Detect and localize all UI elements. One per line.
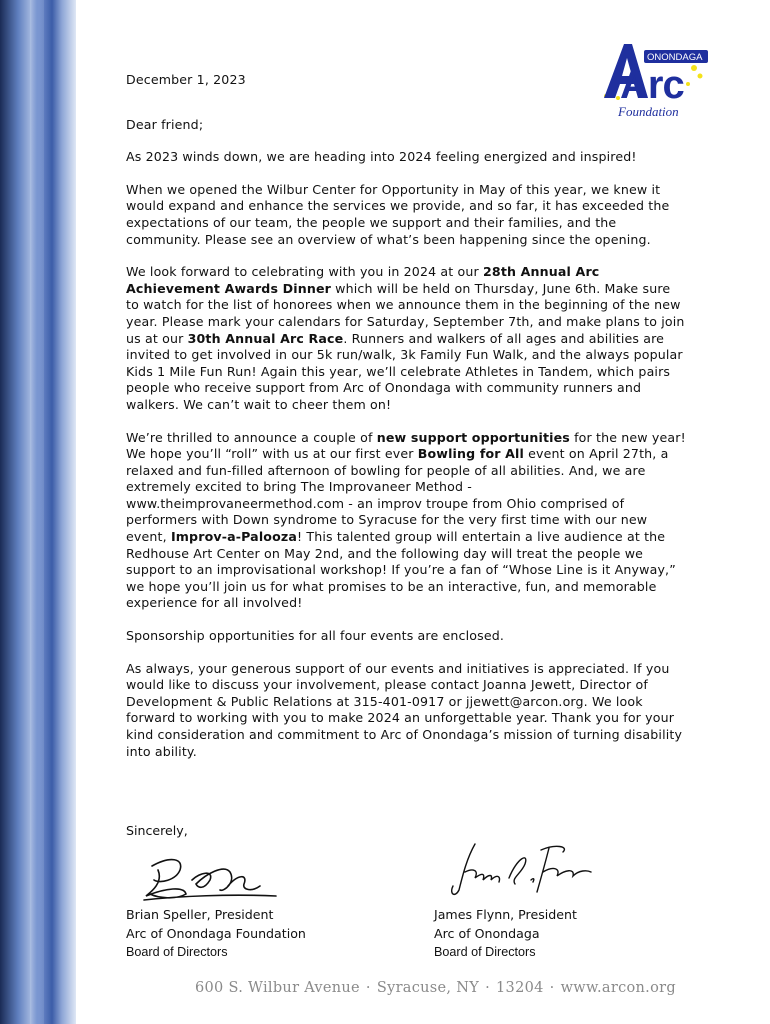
p4-text-c: for the new year! We hope you’ll “roll” with us at our first ever bbox=[126, 429, 686, 462]
signer-right-org: Arc of Onondaga bbox=[434, 926, 540, 941]
footer-separator: · bbox=[365, 980, 371, 996]
signer-left bbox=[126, 905, 306, 962]
p4-text-g: ! This talented group will entertain a live audience at the Redhouse Art Center on May 2nd, and the following day will treat the people we support to an improvisational workshop! If you’re a fan of “Whose Line is it Anyway,” we hope you’ll join us for what promises to be an interactive, fun, and memorable experience for all involved! bbox=[126, 529, 676, 611]
letter-date: December 1, 2023 bbox=[126, 72, 246, 87]
footer-street: 600 S. Wilbur Avenue bbox=[195, 980, 360, 996]
signer-right-name: James Flynn, President bbox=[434, 907, 577, 922]
paragraph-3 bbox=[126, 264, 686, 413]
signer-left-name: Brian Speller, President bbox=[126, 907, 274, 922]
salutation: Dear friend; bbox=[126, 116, 204, 132]
p4-text-e: event on April 27th, a relaxed and fun-filled afternoon of bowling for people of all abilities. And, we are extremely excited to bring The Improvaneer Method - www.theimprovaneermethod.com - an improv troupe from Ohio comprised of performers with Down syndrome to Syracuse for the very first time with our new event, bbox=[126, 446, 669, 545]
footer-website: www.arcon.org bbox=[560, 980, 676, 996]
signer-left-org: Arc of Onondaga Foundation bbox=[126, 926, 306, 941]
p4-text-a: We’re thrilled to announce a couple of bbox=[126, 429, 377, 445]
logo-main-text: Arc bbox=[620, 63, 684, 107]
signature-left-icon bbox=[140, 850, 280, 902]
logo-sub-text: Foundation bbox=[618, 104, 679, 119]
signer-right bbox=[434, 905, 577, 962]
p3-text-c: which will be held on Thursday, June 6th. Make sure to watch for the list of honorees when we announce them in the beginning of the new year. Please mark your calendars for Saturday, September 7th, and make plans to join us at our bbox=[126, 280, 685, 346]
footer-zip: 13204 bbox=[496, 980, 544, 996]
footer-separator: · bbox=[485, 980, 491, 996]
footer-city: Syracuse, NY bbox=[376, 980, 480, 996]
signer-right-board: Board of Directors bbox=[434, 945, 536, 959]
signature-right-icon bbox=[445, 838, 595, 900]
paragraph-6: As always, your generous support of our events and initiatives is appreciated. If you would like to discuss your involvement, please contact Joanna Jewett, Director of Development & Public Relations at 315-401-0917 or jjewett@arcon.org. We look forward to working with you to make 2024 an unforgettable year. Thank you for your kind consideration and commitment to Arc of Onondaga’s mission of turning disability into ability. bbox=[126, 660, 683, 759]
p3-text-a: We look forward to celebrating with you in 2024 at our bbox=[126, 264, 484, 280]
awards-dinner-highlight: 28th Annual Arc Achievement Awards Dinner bbox=[126, 264, 600, 296]
bowling-highlight: Bowling for All bbox=[417, 446, 524, 462]
footer-separator: · bbox=[549, 980, 555, 996]
logo-top-text: ONONDAGA bbox=[647, 52, 703, 63]
letter-body bbox=[126, 72, 686, 776]
paragraph-4 bbox=[126, 430, 686, 613]
closing: Sincerely, bbox=[126, 823, 188, 838]
decorative-side-strip bbox=[0, 0, 76, 1024]
p3-text-e: . Runners and walkers of all ages and abilities are invited to get involved in our 5k run/walk, 3k Family Fun Walk, and the always popular Kids 1 Mile Fun Run! Again this year, we’ll celebrate Athletes in Tandem, which pairs people who receive support from Arc of Onondaga with community runners and walkers. We can’t wait to cheer them on! bbox=[126, 330, 683, 412]
support-opportunities-highlight: new support opportunities bbox=[376, 429, 570, 445]
footer-address bbox=[195, 980, 676, 996]
arc-race-highlight: 30th Annual Arc Race bbox=[187, 330, 344, 346]
improv-highlight: Improv-a-Palooza bbox=[170, 529, 298, 545]
signer-left-board: Board of Directors bbox=[126, 945, 228, 959]
paragraph-5: Sponsorship opportunities for all four events are enclosed. bbox=[126, 628, 505, 644]
paragraph-2: When we opened the Wilbur Center for Opportunity in May of this year, we knew it would expand and enhance the services we provide, and so far, it has exceeded the expectations of our team, the people we support and their families, and the community. Please see an overview of what’s been happening since the opening. bbox=[126, 181, 670, 247]
paragraph-1: As 2023 winds down, we are heading into 2024 feeling energized and inspired! bbox=[126, 149, 637, 165]
